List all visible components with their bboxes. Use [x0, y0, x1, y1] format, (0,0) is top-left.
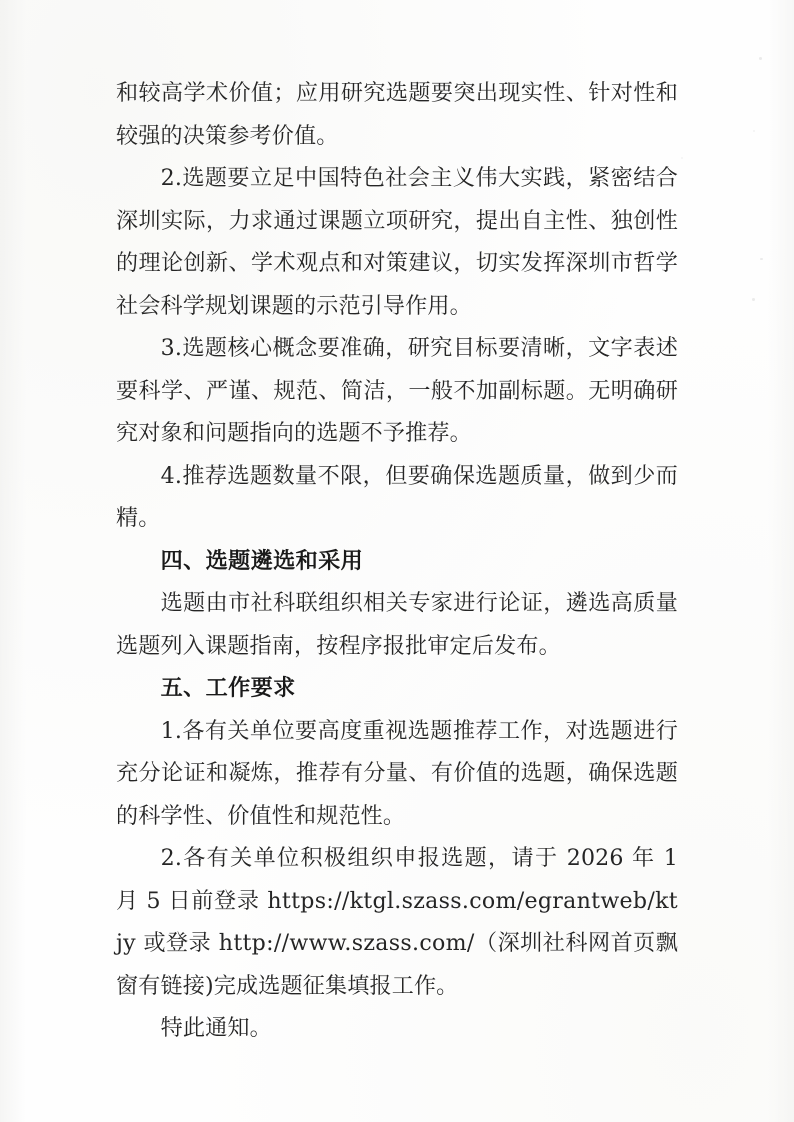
heading-section-four: 四、选题遴选和采用 — [160, 547, 364, 574]
paragraph-closing: 特此通知。 — [160, 1015, 272, 1041]
paragraph-section-four-body: 选题由市社科联组织相关专家进行论证，遴选高质量选题列入课题指南，按程序报批审定后发布。 — [116, 590, 678, 659]
scan-speckle — [760, 258, 763, 260]
document-body — [116, 72, 678, 1050]
requirement-2-trailing-text: （深圳社科网首页飘窗有链接)完成选题征集填报工作。 — [116, 930, 679, 999]
scan-speckle — [752, 298, 755, 301]
requirement-2-lead-text: 2.各有关单位积极组织申报选题，请于 2026 年 1 月 5 日前登录 — [116, 845, 678, 914]
paragraph-requirement-1: 1.各有关单位要高度重视选题推荐工作，对选题进行充分论证和凝炼，推荐有分量、有价值的选题，确保选题的科学性、价值性和规范性。 — [116, 717, 678, 829]
paragraph-continued-from-previous-page: 和较高学术价值；应用研究选题要突出现实性、针对性和较强的决策参考价值。 — [116, 80, 678, 149]
page-right-edge-shading — [768, 0, 794, 1122]
szass-website-url[interactable]: http://www.szass.com/ — [218, 930, 475, 956]
scan-speckle — [759, 57, 762, 60]
scan-speckle — [753, 130, 755, 132]
paragraph-item-4: 4.推荐选题数量不限，但要确保选题质量，做到少而精。 — [116, 462, 678, 531]
application-system-url[interactable]: https://ktgl.szass.com/egrantweb/ktjy — [116, 887, 678, 956]
heading-section-five: 五、工作要求 — [160, 675, 296, 701]
paragraph-item-3: 3.选题核心概念要准确，研究目标要清晰，文字表述要科学、严谨、规范、简洁，一般不加副标题。无明确研究对象和问题指向的选题不予推荐。 — [116, 335, 678, 446]
scan-speckle — [681, 157, 683, 159]
requirement-2-connector-text: 或登录 — [135, 930, 219, 956]
paragraph-requirement-2 — [116, 837, 678, 1007]
page-left-edge-shading — [0, 0, 26, 1122]
paragraph-item-2: 2.选题要立足中国特色社会主义伟大实践，紧密结合深圳实际，力求通过课题立项研究，提出自主性、独创性的理论创新、学术观点和对策建议，切实发挥深圳市哲学社会科学规划课题的示范引导作用。 — [116, 165, 678, 319]
